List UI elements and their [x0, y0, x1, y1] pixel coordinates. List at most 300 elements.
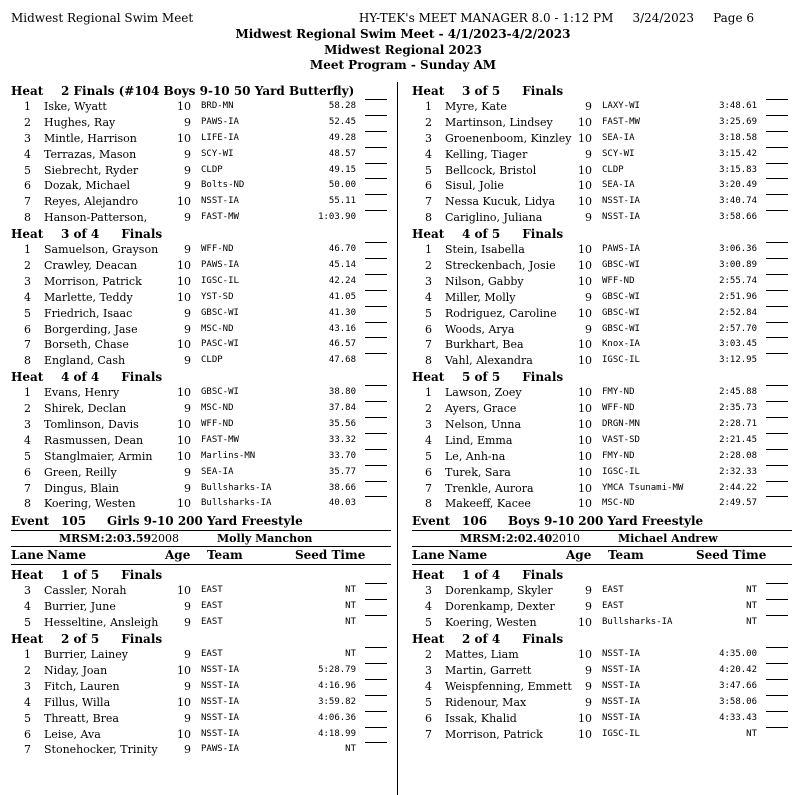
- lane-number: 4: [425, 147, 432, 161]
- record-holder: Molly Manchon: [217, 532, 313, 546]
- seed-time: 48.57: [328, 148, 356, 159]
- swimmer-name: Borgerding, Jase: [44, 322, 138, 336]
- seed-time: 3:20.49: [719, 180, 757, 191]
- swimmer-age: 10: [177, 131, 191, 145]
- meet-record-line: [412, 530, 792, 546]
- team-code: FMY-ND: [602, 450, 635, 461]
- lane-number: 7: [24, 481, 31, 495]
- swimmer-name: Green, Reilly: [44, 465, 117, 479]
- finish-time-blank: [766, 337, 788, 338]
- swimmer-age: 10: [177, 290, 191, 304]
- team-code: WFF-ND: [201, 244, 234, 255]
- seed-time: NT: [345, 649, 356, 660]
- team-code: NSST-IA: [602, 696, 640, 707]
- heat-label: Heat: [11, 370, 44, 385]
- swimmer-name: Niday, Joan: [44, 663, 108, 677]
- team-code: VAST-SD: [602, 434, 640, 445]
- heat-number: 2 of 5: [61, 632, 100, 647]
- column-divider: [397, 82, 398, 795]
- swimmer-name: Issak, Khalid: [445, 711, 517, 725]
- heat-title: [11, 226, 391, 242]
- finish-time-blank: [766, 465, 788, 466]
- finish-time-blank: [766, 322, 788, 323]
- entry-row: [11, 353, 391, 369]
- entry-row: [11, 131, 391, 147]
- seed-time: 3:48.61: [719, 101, 757, 111]
- team-code: FAST-MW: [602, 116, 640, 127]
- seed-time: 2:28.08: [719, 450, 757, 461]
- finish-time-blank: [766, 615, 788, 616]
- swimmer-name: Vahl, Alexandra: [445, 354, 533, 368]
- heat-label: Heat: [11, 568, 44, 583]
- team-code: EAST: [602, 601, 624, 612]
- seed-time: 3:59.82: [318, 696, 356, 707]
- team-code: SEA-IA: [602, 180, 635, 191]
- team-code: GBSC-WI: [602, 260, 640, 271]
- swimmer-age: 10: [578, 163, 592, 177]
- entry-row: [11, 742, 391, 758]
- swimmer-age: 10: [177, 418, 191, 432]
- finish-time-blank: [766, 147, 788, 148]
- seed-time: 2:57.70: [719, 323, 757, 334]
- swimmer-age: 10: [578, 131, 592, 145]
- finish-time-blank: [766, 481, 788, 482]
- entry-row: [412, 147, 792, 163]
- swimmer-age: 9: [184, 402, 191, 416]
- entry-row: [412, 417, 792, 433]
- lane-number: 3: [24, 418, 31, 432]
- swimmer-name: Martinson, Lindsey: [445, 115, 553, 129]
- heat-number: 2 Finals (#104 Boys 9-10 50 Yard Butterfly): [61, 84, 355, 98]
- entry-row: [11, 695, 391, 711]
- swimmer-name: Nilson, Gabby: [445, 274, 524, 288]
- seed-time: 40.03: [328, 498, 356, 509]
- swimmer-name: Iske, Wyatt: [44, 100, 107, 113]
- entry-row: [412, 115, 792, 131]
- finish-time-blank: [365, 99, 387, 100]
- entry-row: [11, 465, 391, 481]
- finish-time-blank: [766, 242, 788, 243]
- entry-row: [412, 496, 792, 512]
- lane-number: 8: [425, 354, 432, 368]
- finish-time-blank: [766, 131, 788, 132]
- event-name: Girls 9-10 200 Yard Freestyle: [107, 514, 303, 529]
- swimmer-age: 10: [578, 402, 592, 416]
- swimmer-age: 10: [578, 711, 592, 725]
- swimmer-age: 9: [585, 147, 592, 161]
- team-code: Knox-IA: [602, 339, 640, 350]
- swimmer-name: Friedrich, Isaac: [44, 306, 133, 320]
- swimmer-age: 10: [578, 274, 592, 288]
- entry-row: [412, 711, 792, 727]
- finish-time-blank: [766, 711, 788, 712]
- swimmer-name: Leise, Ava: [44, 727, 101, 741]
- heat-title: [412, 83, 792, 99]
- lane-number: 7: [24, 743, 31, 757]
- team-code: WFF-ND: [201, 419, 234, 430]
- swimmer-name: Koering, Westen: [445, 616, 537, 630]
- swimmer-age: 9: [184, 306, 191, 320]
- lane-number: 7: [425, 727, 432, 741]
- lane-number: 2: [24, 402, 31, 416]
- swimmer-name: Myre, Kate: [445, 100, 507, 113]
- finish-time-blank: [766, 449, 788, 450]
- heat-number: 2 of 4: [462, 632, 501, 647]
- entry-row: [11, 401, 391, 417]
- lane-number: 8: [425, 211, 432, 225]
- lane-number: 6: [24, 179, 31, 193]
- team-code: PAWS-IA: [201, 116, 239, 127]
- lane-number: 7: [425, 195, 432, 209]
- heat-label: Heat: [412, 632, 445, 647]
- swimmer-name: Woods, Arya: [445, 322, 515, 336]
- heat-number: 5 of 5: [462, 370, 501, 385]
- entry-row: [11, 647, 391, 663]
- lane-number: 1: [425, 243, 432, 257]
- swimmer-age: 9: [585, 290, 592, 304]
- meet-title-line-2: Midwest Regional 2023: [324, 42, 482, 57]
- lane-number: 1: [24, 386, 31, 400]
- swimmer-name: Shirek, Declan: [44, 402, 127, 416]
- swimmer-name: Hesseltine, Ansleigh: [44, 616, 159, 630]
- entry-row: [412, 481, 792, 497]
- lane-number: 2: [425, 402, 432, 416]
- entry-row: [11, 322, 391, 338]
- lane-number: 6: [24, 322, 31, 336]
- team-code: NSST-IA: [201, 664, 239, 675]
- meet-title-block: [0, 27, 806, 74]
- seed-time: 37.84: [328, 403, 356, 414]
- col-seed: Seed Time: [696, 548, 767, 563]
- lane-number: 2: [24, 115, 31, 129]
- finish-time-blank: [365, 258, 387, 259]
- lane-number: 1: [24, 648, 31, 662]
- swimmer-age: 9: [184, 481, 191, 495]
- swimmer-name: Trenkle, Aurora: [445, 481, 534, 495]
- entry-row: [412, 583, 792, 599]
- swimmer-age: 10: [177, 727, 191, 741]
- entry-row: [412, 242, 792, 258]
- entry-row: [11, 679, 391, 695]
- seed-time: 2:44.22: [719, 482, 757, 493]
- swimmer-age: 9: [184, 163, 191, 177]
- swimmer-name: Streckenbach, Josie: [445, 259, 556, 273]
- finish-time-blank: [766, 99, 788, 100]
- lane-number: 5: [24, 616, 31, 630]
- record-label: MRSM:: [59, 532, 105, 546]
- team-code: IGSC-IL: [602, 355, 640, 366]
- lane-number: 5: [425, 449, 432, 463]
- heat-label: Heat: [11, 632, 44, 647]
- lane-number: 5: [425, 163, 432, 177]
- swimmer-age: 9: [585, 322, 592, 336]
- team-code: YMCA Tsunami-MW: [602, 482, 684, 493]
- finish-time-blank: [766, 496, 788, 497]
- entry-row: [412, 433, 792, 449]
- swimmer-age: 10: [177, 195, 191, 209]
- swimmer-age: 9: [184, 616, 191, 630]
- heat-number: 1 of 4: [462, 568, 501, 583]
- finish-time-blank: [365, 274, 387, 275]
- col-lane: Lane: [11, 548, 44, 563]
- swimmer-age: 10: [578, 354, 592, 368]
- entry-row: [11, 615, 391, 631]
- seed-time: 3:40.74: [719, 196, 757, 207]
- swimmer-name: Dorenkamp, Skyler: [445, 584, 553, 598]
- heat-round: Finals: [522, 84, 564, 98]
- entry-row: [11, 242, 391, 258]
- finish-time-blank: [365, 433, 387, 434]
- lane-number: 5: [24, 163, 31, 177]
- heat-number: 1 of 5: [61, 568, 100, 583]
- seed-time: 3:12.95: [719, 355, 757, 366]
- lane-number: 3: [24, 584, 31, 598]
- swimmer-name: Miller, Molly: [445, 290, 516, 304]
- entry-row: [11, 115, 391, 131]
- entry-row: [412, 322, 792, 338]
- finish-time-blank: [365, 353, 387, 354]
- heat-title: [11, 631, 391, 647]
- entry-row: [11, 337, 391, 353]
- finish-time-blank: [365, 131, 387, 132]
- swimmer-age: 10: [177, 663, 191, 677]
- swimmer-age: 9: [585, 600, 592, 614]
- swimmer-name: Fillus, Willa: [44, 695, 111, 709]
- entry-row: [11, 178, 391, 194]
- entry-row: [11, 599, 391, 615]
- entry-row: [412, 210, 792, 226]
- seed-time: 3:00.89: [719, 260, 757, 271]
- swimmer-name: England, Cash: [44, 354, 126, 368]
- lane-number: 8: [24, 354, 31, 368]
- lane-number: 6: [24, 727, 31, 741]
- lane-number: 4: [24, 600, 31, 614]
- lane-number: 3: [425, 418, 432, 432]
- seed-time: 2:45.88: [719, 387, 757, 398]
- team-code: MSC-ND: [201, 403, 234, 414]
- entry-row: [11, 449, 391, 465]
- record-year: 2008: [151, 532, 179, 546]
- entry-row: [11, 163, 391, 179]
- record-time: 2:02.40: [506, 532, 553, 546]
- finish-time-blank: [766, 417, 788, 418]
- swimmer-age: 9: [184, 322, 191, 336]
- lane-number: 8: [425, 497, 432, 511]
- meet-record-line: [11, 530, 391, 546]
- swimmer-name: Burrier, June: [44, 600, 116, 614]
- swimmer-age: 10: [177, 274, 191, 288]
- seed-time: 49.15: [328, 164, 356, 175]
- entry-row: [11, 583, 391, 599]
- seed-time: 2:21.45: [719, 434, 757, 445]
- swimmer-name: Burrier, Lainey: [44, 648, 128, 662]
- finish-time-blank: [365, 663, 387, 664]
- team-code: SEA-IA: [201, 466, 234, 477]
- seed-time: 33.32: [328, 434, 356, 445]
- team-code: WFF-ND: [602, 403, 635, 414]
- seed-time: NT: [345, 617, 356, 628]
- swimmer-name: Cassler, Norah: [44, 584, 127, 598]
- heat-title: [11, 83, 391, 99]
- lane-number: 2: [425, 259, 432, 273]
- entry-row: [412, 663, 792, 679]
- seed-time: 3:06.36: [719, 244, 757, 255]
- col-team: Team: [608, 548, 644, 563]
- team-code: CLDP: [602, 164, 624, 175]
- swimmer-age: 10: [578, 449, 592, 463]
- team-code: NSST-IA: [602, 712, 640, 723]
- heat-title: [412, 369, 792, 385]
- lane-number: 4: [425, 679, 432, 693]
- finish-time-blank: [766, 306, 788, 307]
- entry-row: [11, 274, 391, 290]
- lane-number: 1: [24, 100, 31, 113]
- team-code: SCY-WI: [602, 148, 635, 159]
- entry-row: [412, 449, 792, 465]
- swimmer-age: 9: [184, 211, 191, 225]
- team-code: EAST: [201, 585, 223, 596]
- swimmer-age: 10: [578, 465, 592, 479]
- entry-row: [11, 306, 391, 322]
- swimmer-name: Ayers, Grace: [445, 402, 517, 416]
- heat-round: Finals: [121, 632, 163, 647]
- finish-time-blank: [365, 163, 387, 164]
- swimmer-age: 10: [177, 259, 191, 273]
- event-title: [11, 513, 391, 530]
- seed-time: 5:28.79: [318, 664, 356, 675]
- swimmer-name: Morrison, Patrick: [445, 727, 543, 741]
- team-code: DRGN-MN: [602, 419, 640, 430]
- entry-row: [11, 417, 391, 433]
- swimmer-name: Dingus, Blain: [44, 481, 119, 495]
- entry-row: [412, 599, 792, 615]
- entry-row: [11, 258, 391, 274]
- team-code: LAXY-WI: [602, 101, 640, 111]
- swimmer-age: 10: [578, 616, 592, 630]
- meet-title-line-1: Midwest Regional Swim Meet - 4/1/2023-4/2/2023: [235, 27, 571, 41]
- col-seed: Seed Time: [295, 548, 366, 563]
- entry-row: [412, 465, 792, 481]
- lane-number: 6: [425, 465, 432, 479]
- finish-time-blank: [766, 290, 788, 291]
- team-code: Bullsharks-IA: [602, 617, 673, 628]
- swimmer-age: 10: [578, 433, 592, 447]
- entry-row: [412, 615, 792, 631]
- lane-number: 7: [425, 338, 432, 352]
- entry-row: [412, 647, 792, 663]
- seed-time: 2:51.96: [719, 291, 757, 302]
- swimmer-name: Bellcock, Bristol: [445, 163, 537, 177]
- finish-time-blank: [766, 433, 788, 434]
- finish-time-blank: [365, 583, 387, 584]
- finish-time-blank: [766, 353, 788, 354]
- lane-number: 3: [425, 274, 432, 288]
- lane-number: 4: [24, 433, 31, 447]
- seed-time: NT: [746, 728, 757, 739]
- entry-row: [412, 679, 792, 695]
- lane-number: 2: [24, 663, 31, 677]
- lane-number: 5: [425, 306, 432, 320]
- col-age: Age: [566, 548, 592, 563]
- lane-number: 1: [24, 243, 31, 257]
- swimmer-name: Fitch, Lauren: [44, 679, 120, 693]
- seed-time: NT: [345, 601, 356, 612]
- seed-time: 3:25.69: [719, 116, 757, 127]
- entry-row: [11, 481, 391, 497]
- swimmer-age: 10: [578, 179, 592, 193]
- swimmer-name: Koering, Westen: [44, 497, 136, 511]
- finish-time-blank: [365, 615, 387, 616]
- swimmer-name: Sisul, Jolie: [445, 179, 504, 193]
- swimmer-name: Samuelson, Grayson: [44, 243, 159, 257]
- lane-number: 7: [24, 195, 31, 209]
- seed-time: 47.68: [328, 355, 356, 366]
- entry-row: [412, 385, 792, 401]
- entry-row: [412, 99, 792, 115]
- col-name: Name: [47, 548, 87, 563]
- record-label: MRSM:: [460, 532, 506, 546]
- team-code: GBSC-WI: [602, 323, 640, 334]
- lane-number: 5: [425, 616, 432, 630]
- seed-time: 2:32.33: [719, 466, 757, 477]
- seed-time: 3:15.83: [719, 164, 757, 175]
- swimmer-name: Threatt, Brea: [44, 711, 119, 725]
- finish-time-blank: [766, 385, 788, 386]
- seed-time: 2:28.71: [719, 419, 757, 430]
- swimmer-age: 10: [177, 100, 191, 113]
- lane-number: 1: [425, 100, 432, 113]
- seed-time: 35.56: [328, 419, 356, 430]
- swimmer-age: 9: [184, 600, 191, 614]
- lane-number: 6: [425, 179, 432, 193]
- swimmer-age: 9: [585, 211, 592, 225]
- swimmer-age: 9: [184, 648, 191, 662]
- heat-round: Finals: [121, 568, 163, 583]
- team-code: Marlins-MN: [201, 450, 256, 461]
- swimmer-age: 9: [585, 695, 592, 709]
- lane-number: 4: [24, 695, 31, 709]
- finish-time-blank: [365, 496, 387, 497]
- team-code: WFF-ND: [602, 275, 635, 286]
- swimmer-age: 10: [578, 338, 592, 352]
- team-code: IGSC-IL: [602, 466, 640, 477]
- swimmer-age: 10: [578, 243, 592, 257]
- seed-time: 41.30: [328, 307, 356, 318]
- seed-time: 4:06.36: [318, 712, 356, 723]
- finish-time-blank: [766, 599, 788, 600]
- team-code: EAST: [201, 601, 223, 612]
- swimmer-age: 10: [578, 648, 592, 662]
- swimmer-age: 9: [184, 179, 191, 193]
- heat-number: 3 of 4: [61, 227, 100, 242]
- swimmer-age: 10: [578, 727, 592, 741]
- heat-title: [11, 567, 391, 583]
- swimmer-age: 10: [578, 418, 592, 432]
- swimmer-name: Turek, Sara: [445, 465, 511, 479]
- heat-label: Heat: [11, 227, 44, 242]
- team-code: IGSC-IL: [201, 275, 239, 286]
- finish-time-blank: [766, 163, 788, 164]
- seed-time: 58.28: [328, 101, 356, 111]
- entry-row: [11, 496, 391, 512]
- record-time: 2:03.59: [105, 532, 152, 546]
- swimmer-age: 9: [585, 663, 592, 677]
- swimmer-name: Martin, Garrett: [445, 663, 532, 677]
- team-code: NSST-IA: [201, 196, 239, 207]
- lane-number: 4: [425, 433, 432, 447]
- seed-time: 3:03.45: [719, 339, 757, 350]
- heat-label: Heat: [11, 84, 44, 98]
